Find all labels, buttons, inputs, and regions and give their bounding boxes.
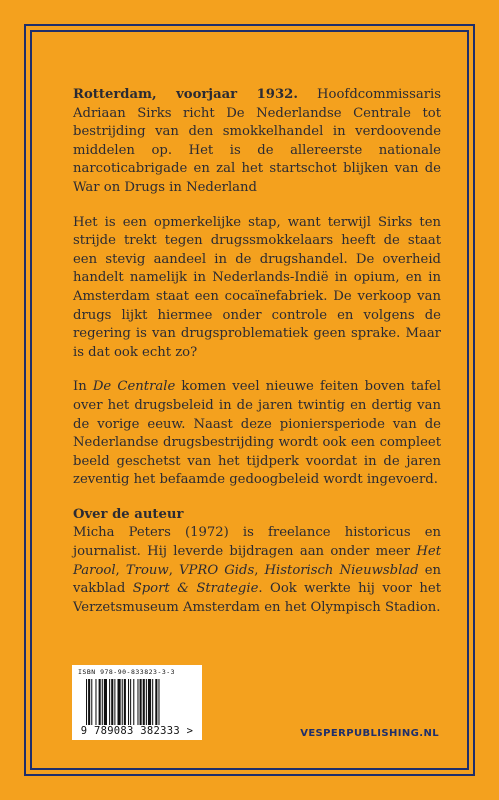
intro-lead: Rotterdam, voorjaar 1932. [73, 87, 298, 102]
intro-paragraph [73, 86, 441, 198]
publication-4: Historisch Nieuwsblad [264, 562, 419, 578]
publication-3: VPRO Gids [179, 562, 255, 578]
book-title: De Centrale [92, 379, 176, 395]
book-text-post: komen veel nieuwe feiten boven tafel over het drugsbeleid in de jaren twintig en dertig van de vorige eeuw. Naast deze pioniersperiode van de Nederlandse drugsbestrijding wordt ook een compleet beeld geschetst van het tijdperk voordat in de jaren zeventig het befaamde gedoogbeleid wordt ingevoerd. [73, 379, 441, 488]
barcode-number: 9 789083 382333 > [80, 725, 194, 737]
author-sep-4: en vakblad [73, 562, 442, 597]
publisher-url: VESPERPUBLISHING.NL [300, 728, 439, 739]
book-paragraph [73, 378, 441, 490]
author-section [73, 506, 441, 618]
author-sep-1: , [115, 562, 126, 578]
isbn-label: ISBN 978-90-833823-3-3 [78, 668, 176, 676]
intro-text: Hoofdcommissaris Adriaan Sirks richt De Nederlandse Centrale tot bestrijding van den smokkelhandel in verdoovende middelen op. Het is de allereerste nationale narcoticabrigade en zal het startschot blijken van de War on Drugs in Nederland [73, 87, 441, 195]
back-cover-text [73, 86, 441, 633]
author-bio-1: Micha Peters (1972) is freelance historicus en journalist. Hij leverde bijdragen aan onder meer [73, 525, 441, 560]
author-sep-2: , [168, 562, 179, 578]
author-sep-3: , [254, 562, 265, 578]
publication-1: Het Parool [73, 544, 441, 578]
book-text-pre: In [73, 379, 93, 395]
publication-2: Trouw [125, 562, 169, 578]
author-heading: Over de auteur [73, 506, 184, 522]
barcode [72, 665, 202, 740]
barcode-bars [86, 679, 190, 725]
author-bio-2: . Ook werkte hij voor het Verzetsmuseum Amsterdam en het Olympisch Stadion. [73, 581, 441, 615]
context-paragraph: Het is een opmerkelijke stap, want terwijl Sirks ten strijde trekt tegen drugssmokkelaars heeft de staat een stevig aandeel in de drugshandel. De overheid handelt namelijk in Nederlands-Indië in opium, en in Amsterdam staat een cocaïnefabriek. De verkoop van drugs lijkt hiermee onder controle en volgens de regering is van drugsproblematiek geen sprake. Maar is dat ook echt zo? [73, 214, 441, 360]
publication-5: Sport & Strategie [132, 581, 259, 597]
